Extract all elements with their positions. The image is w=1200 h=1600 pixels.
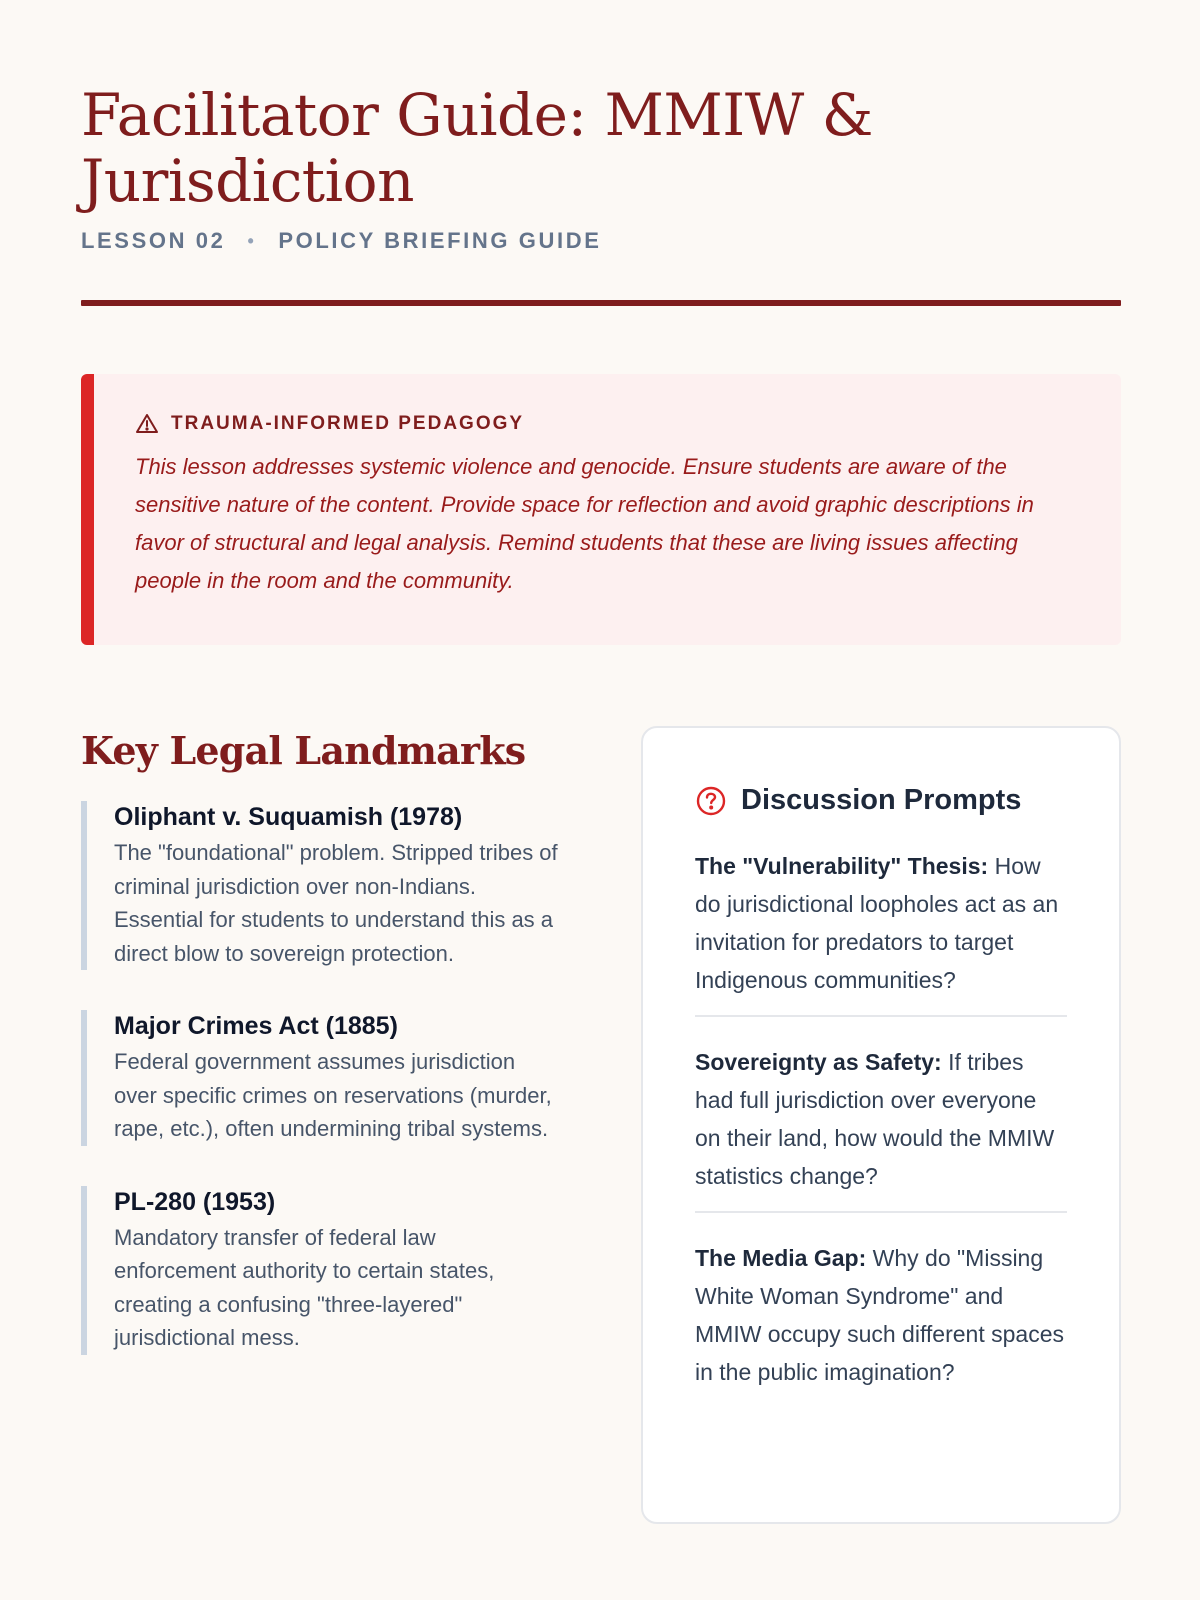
discussion-prompts-card — [641, 726, 1121, 1524]
prompt-divider — [695, 1211, 1067, 1213]
landmark-description: Mandatory transfer of federal law enforcement authority to certain states, creating a confusing "three-layered" jurisdictional mess. — [114, 1224, 495, 1350]
trauma-notice — [81, 374, 1121, 645]
prompt-item — [695, 847, 1067, 999]
notice-header — [135, 412, 1081, 436]
landmark-name: PL-280 (1953) — [114, 1187, 276, 1216]
prompt-divider — [695, 1015, 1067, 1017]
landmark-description: The "foundational" problem. Stripped tribes of criminal jurisdiction over non-Indians. Essential for students to understand this as a direct blow to sovereign protection. — [114, 840, 558, 966]
prompt-label: Sovereignty as Safety: — [695, 1049, 942, 1075]
header — [81, 82, 1121, 254]
landmark-item — [81, 1010, 561, 1146]
separator-dot: • — [247, 230, 257, 251]
notice-title: TRAUMA-INFORMED PEDAGOGY — [171, 413, 525, 434]
prompt-text: Why do "Missing White Woman Syndrome" and MMIW occupy such different spaces in the public imagination? — [695, 1245, 1064, 1385]
lesson-category: POLICY BRIEFING GUIDE — [278, 228, 602, 253]
lesson-meta — [81, 228, 1121, 254]
lesson-number: LESSON 02 — [81, 228, 226, 253]
landmark-item — [81, 801, 561, 970]
prompt-text: If tribes had full jurisdiction over everyone on their land, how would the MMIW statistics change? — [695, 1049, 1055, 1189]
prompt-label: The "Vulnerability" Thesis: — [695, 853, 989, 879]
landmark-item — [81, 1186, 561, 1355]
prompts-title: Discussion Prompts — [741, 784, 1022, 816]
prompt-item — [695, 1239, 1067, 1391]
landmark-name: Oliphant v. Suquamish (1978) — [114, 803, 463, 831]
prompts-header — [695, 784, 1067, 817]
page — [81, 0, 1121, 1600]
landmark-name: Major Crimes Act (1885) — [114, 1012, 398, 1040]
prompt-label: The Media Gap: — [695, 1245, 867, 1271]
warning-triangle-icon — [135, 412, 159, 436]
page-title: Facilitator Guide: MMIW & Jurisdiction — [81, 81, 873, 215]
question-circle-icon — [695, 785, 727, 817]
prompt-text: How do jurisdictional loopholes act as an invitation for predators to target Indigenous communities? — [695, 853, 1059, 993]
section-title: Key Legal Landmarks — [81, 728, 526, 773]
header-divider — [81, 300, 1121, 306]
notice-body: This lesson addresses systemic violence and genocide. Ensure students are aware of the sensitive nature of the content. Provide space for reflection and avoid graphic descriptions in favor of structural and legal analysis. Remind students that these are living issues affecting people in the room and the community. — [135, 454, 1034, 593]
prompt-item — [695, 1043, 1067, 1195]
landmark-description: Federal government assumes jurisdiction over specific crimes on reservations (murder, rape, etc.), often undermining tribal systems. — [114, 1049, 552, 1141]
legal-landmarks-section — [81, 728, 561, 1355]
